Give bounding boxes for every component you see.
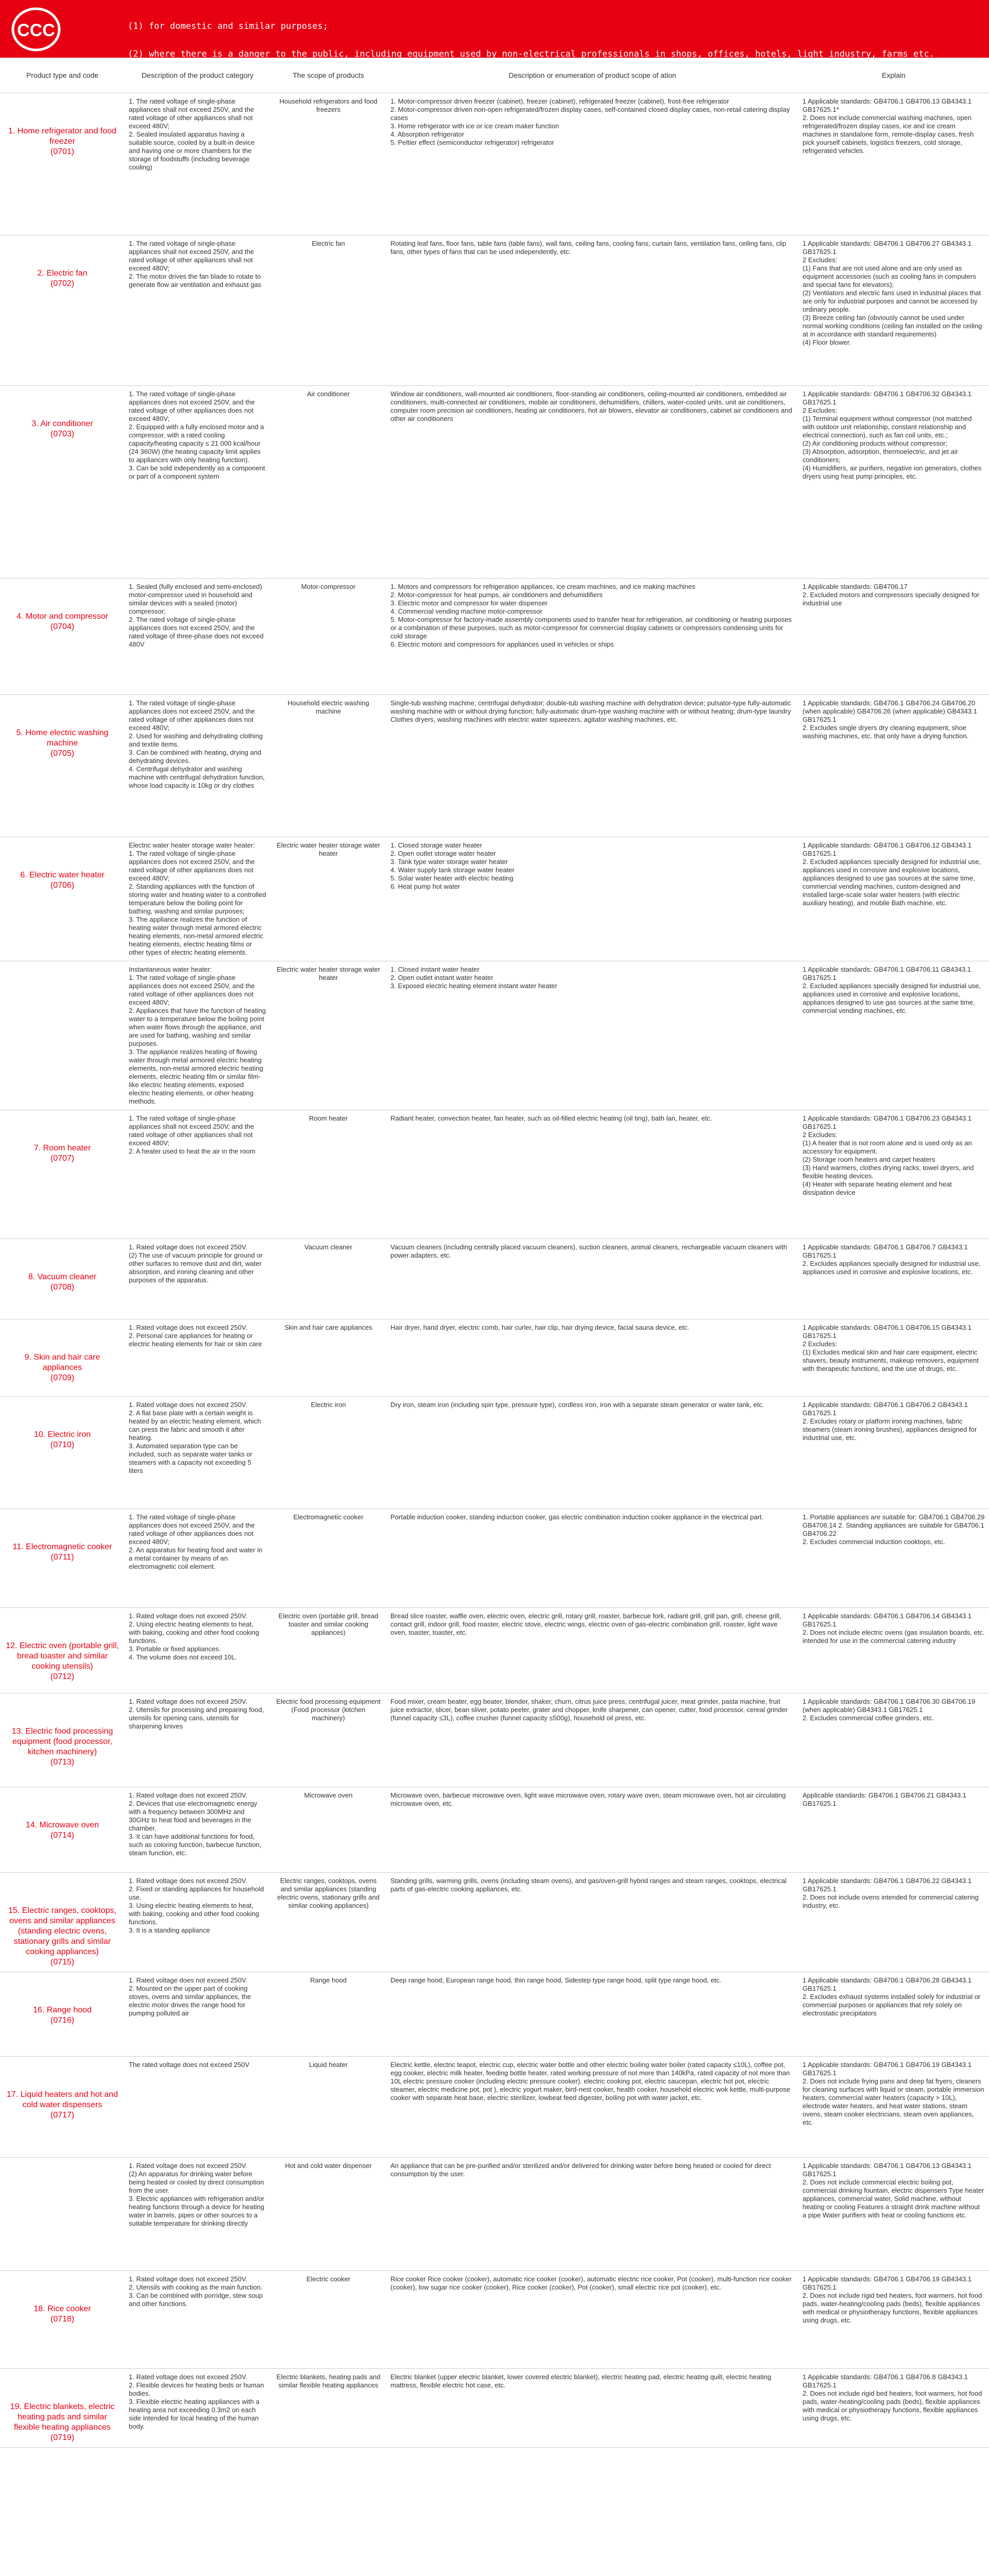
- explain-cell: 1 Applicable standards: GB4706.1 GB4706.23 GB4343.1 GB17625.1 2 Excludes: (1) A heater that is not room alone and is used only as an accessory for equipment. (2) Storage room heaters and carpet heaters (3) Hand warmers, clothes drying racks, towel dryers, and flexible heating devices. (4) Heater with separate heating element and heat dissipation device: [798, 1110, 989, 1239]
- product-type-cell: [0, 1787, 125, 1873]
- scope-cell: Electromagnetic cooker: [270, 1509, 386, 1608]
- explain-cell: 1 Applicable standards: GB4706.1 GB4706.7 GB4343.1 GB17625.1 2. Excludes appliances specially designed for industrial use, appliances used in corrosive and explosive locations, etc.: [798, 1239, 989, 1319]
- explain-cell: 1 Applicable standards: GB4706.1 GB4706.19 GB4343.1 GB17625.1 2. Does not include rigid bed heaters, foot warmers, hot food pads, water-heating/cooling pads (beds), flexible appliances with medical or physiotherapy functions, flexible appliances using drugs, etc.: [798, 2271, 989, 2369]
- scope-cell: Household electric washing machine: [270, 695, 386, 837]
- table-row: [0, 1873, 989, 1972]
- table-row: [0, 579, 989, 695]
- table-row: [0, 1509, 989, 1608]
- products-cell: Rice cooker Rice cooker (cooker), automatic rice cooker (cooker), automatic electric rice cooker, Pot (cooker), multi-function rice cooker (cooker), low sugar rice cooker (cooker), Rice cooker (cooker), Pot (cooker), small electric rice pot (cooker), etc.: [386, 2271, 798, 2369]
- header-product-type: Product type and code: [0, 58, 125, 93]
- explain-cell: 1 Applicable standards: GB4706.1 GB4706.13 GB4343.1 GB17625.1* 2. Does not include commercial washing machines, open refrigerated/frozen display cases, ice and ice cream machines in standalone form, remote-display cases, fresh pick yourself cabinets, logistics freezers, cold storage, refrigerated vehicles.: [798, 93, 989, 235]
- explain-cell: 1 Applicable standards: GB4706.1 GB4706.32 GB4343.1 GB17625.1 2 Excludes: (1) Terminal equipment without compressor (not matched with outdoor unit relationship, constant relationship and electrical connection), such as fan coil units, etc.; (2) Air conditioning products without compressor; (3) Absorption, adsorption, thermoelectric, and jet air conditioners; (4) Humidifiers, air purifiers, negative ion generators, clothes dryers using heat pump principles, etc.: [798, 386, 989, 579]
- scope-cell: Electric water heater storage water heater: [270, 961, 386, 1110]
- product-type-name: 1. Home refrigerator and food freezer: [8, 127, 116, 146]
- product-type-name: 18. Rice cooker: [33, 2304, 91, 2313]
- table-row: [0, 2158, 989, 2271]
- table-row: [0, 1693, 989, 1787]
- description-cell: 1. Rated voltage does not exceed 250V. 2. Flexible devices for heating beds or human bodies. 3. Flexible electric heating appliances with a heating area not exceeding 0.3m2 on each side intended for local heating of the human body.: [125, 2369, 270, 2448]
- scope-cell: Electric oven (portable grill, bread toaster and similar cooking appliances): [270, 1608, 386, 1693]
- scope-cell: Hot and cold water dispenser: [270, 2158, 386, 2271]
- scope-cell: Liquid heater: [270, 2057, 386, 2158]
- table-row: [0, 2369, 989, 2448]
- explain-cell: 1 Applicable standards: GB4706.1 GB4706.24 GB4706.20 (when applicable) GB4706.26 (when applicable) GB4343.1 GB17625.1 2. Excludes single dryers dry cleaning equipment, shoe washing machines, etc. that only have a drying function.: [798, 695, 989, 837]
- scope-cell: Electric ranges, cooktops, ovens and similar appliances (standing electric ovens, stationary grills and similar cooking appliances): [270, 1873, 386, 1972]
- explain-cell: 1 Applicable standards: GB4706.1 GB4706.13 GB4343.1 GB17625.1 2. Does not include commercial electric boiling pot, commercial drinking fountain, electric dispensers Type heater appliances, commercial water, Solid machine, without heating or cooling Features a straight drink machine without a pipe Water purifiers with heat or cooling functions etc.: [798, 2158, 989, 2271]
- scope-cell: Electric blankets, heating pads and similar flexible heating appliances: [270, 2369, 386, 2448]
- header-explain: Explain: [798, 58, 989, 93]
- products-cell: Rotating leaf fans, floor fans, table fans (table fans), wall fans, ceiling fans, cooling fans, curtain fans, ventilation fans, ceiling fans, clip fans, other types of fans that can be used independently, etc.: [386, 235, 798, 386]
- description-cell: 1. Rated voltage does not exceed 250V. 2. Utensils with cooking as the main function. 3. Can be combined with porridge, stew soup and other functions.: [125, 2271, 270, 2369]
- description-cell: 1. The rated voltage of single-phase appliances does not exceed 250V, and the rated voltage of other appliances does not exceed 480V; 2. An apparatus for heating food and water in a metal container by means of an electromagnetic coil element.: [125, 1509, 270, 1608]
- table-row: [0, 386, 989, 579]
- explain-cell: 1 Applicable standards: GB4706.1 GB4706.27 GB4343.1 GB17625.1 2 Excludes: (1) Fans that are not used alone and are only used as equipment accessories (such as cooling fans in computers and special fans for elevators); (2) Ventilators and electric fans used in industrial places that are only for industrial purposes and cannot be accessed by ordinary people. (3) Breeze ceiling fan (obviously cannot be used under normal working conditions (ceiling fan installed on the ceiling at in accordance with standard requirements) (4) Floor blower.: [798, 235, 989, 386]
- product-type-name: 19. Electric blankets, electric heating pads and similar flexible heating appliances: [10, 2402, 115, 2432]
- product-type-cell: [0, 1110, 125, 1239]
- product-type-name: 16. Range hood: [33, 2006, 92, 2014]
- products-cell: Radiant heater, convection heater, fan heater, such as oil-filled electric heating (oil ting), bath lan, heater, etc.: [386, 1110, 798, 1239]
- table-row: [0, 1110, 989, 1239]
- product-type-name: 13. Electric food processing equipment (food processor, kitchen machinery): [11, 1727, 113, 1756]
- table-row: [0, 1397, 989, 1509]
- description-cell: 1. Rated voltage does not exceed 250V. 2. Using electric heating elements to heat, with baking, cooking and other food cooking functions. 3. Portable or fixed appliances. 4. The volume does not exceed 10L.: [125, 1608, 270, 1693]
- table-row: [0, 1239, 989, 1319]
- product-type-name: 2. Electric fan: [37, 269, 88, 278]
- product-type-cell: [0, 1873, 125, 1972]
- product-type-code: (0710): [50, 1440, 75, 1449]
- product-type-code: (0717): [50, 2111, 75, 2120]
- product-type-code: (0704): [50, 622, 75, 631]
- scope-cell: Household refrigerators and food freezers: [270, 93, 386, 235]
- description-cell: 1. Rated voltage does not exceed 250V. (2) An apparatus for drinking water before being heated or cooled by direct consumption from the user. 3. Electric appliances with refrigeration and/or heating functions through a device for heating water in barrels, pipes or other sources to a suitable temperature for drinking directly: [125, 2158, 270, 2271]
- product-type-name: 15. Electric ranges, cooktops, ovens and similar appliances (standing electric ovens, stationary grills and similar cooking appliances): [8, 1906, 116, 1956]
- table-header-row: [0, 58, 989, 93]
- product-type-name: 3. Air conditioner: [31, 419, 93, 428]
- table-row: [0, 695, 989, 837]
- explain-cell: 1 Applicable standards: GB4706.1 GB4706.15 GB4343.1 GB17625.1 2 Excludes: (1) Excludes medical skin and hair care equipment, electric shavers, beauty instruments, makeup removers, equipment with therapeutic functions, and the use of drugs, etc.: [798, 1319, 989, 1397]
- description-cell: 1. Rated voltage does not exceed 250V. 2. Mounted on the upper part of cooking stoves, ovens and similar appliances, the electric motor drives the range hood for pumping polluted air: [125, 1972, 270, 2057]
- products-cell: Window air conditioners, wall-mounted air conditioners, floor-standing air conditioners, ceiling-mounted air conditioners, embedded air conditioners, multi-connected air conditioners, mobile air conditioners, dehumidifiers, chillers, water-cooled units, unit air conditioners, computer room precision air conditioners, heating air conditioners, hot air blowers, elevator air conditioners, cabinet air conditioners and other air conditioners: [386, 386, 798, 579]
- products-cell: Single-tub washing machine; centrifugal dehydrator; double-tub washing machine with dehydration device; pulsator-type fully-automatic washing machine with or without drying function; fully-automatic drum-type washing machine with or without heating; drum-type laundry Clothes dryers, washing machines with electric water squeezers, agitator washing machines, etc.: [386, 695, 798, 837]
- product-type-cell: [0, 2369, 125, 2448]
- products-cell: Portable induction cooker, standing induction cooker, gas electric combination induction cooker appliance in the electrical part.: [386, 1509, 798, 1608]
- description-cell: 1. Rated voltage does not exceed 250V. (2) The use of vacuum principle for ground or other surfaces to remove dust and dirt, water absorption, and ironing cleaning and other purposes of the apparatus.: [125, 1239, 270, 1319]
- product-catalogue-table: [0, 58, 989, 2448]
- product-type-code: (0705): [50, 749, 75, 758]
- description-cell: 1. The rated voltage of single-phase appliances shall not exceed 250V, and the rated voltage of other appliances shall not exceed 480V; 2. Sealed insulated apparatus having a suitable source, cooled by a built-in device and having one or more chambers for the storage of foodstuffs (including beverage cooling): [125, 93, 270, 235]
- table-row: [0, 1787, 989, 1873]
- product-type-cell: [0, 2158, 125, 2271]
- product-type-cell: [0, 93, 125, 235]
- table-row: [0, 1972, 989, 2057]
- scope-cell: Range hood: [270, 1972, 386, 2057]
- product-type-code: (0711): [50, 1553, 74, 1562]
- product-type-cell: [0, 1972, 125, 2057]
- description-cell: 1. Rated voltage does not exceed 250V. 2. Personal care appliances for heating or electric heating elements for hair or skin care: [125, 1319, 270, 1397]
- product-type-cell: [0, 961, 125, 1110]
- scope-cell: Electric iron: [270, 1397, 386, 1509]
- product-type-cell: [0, 1693, 125, 1787]
- products-cell: Standing grills, warming grills, ovens (including steam ovens), and gas/oven-grill hybrid ranges and steam ranges, cooktops, electrical parts of gas-electric cooking appliances, etc.: [386, 1873, 798, 1972]
- header-description: Description of the product category: [125, 58, 270, 93]
- explain-cell: 1 Applicable standards: GB4706.1 GB4706.8 GB4343.1 GB17625.1 2. Does not include rigid bed heaters, foot warmers, hot food pads, water-heating/cooling pads (beds), flexible appliances with medical or physiotherapy functions, flexible appliances using drugs, etc.: [798, 2369, 989, 2448]
- products-cell: An appliance that can be pre-purified and/or sterilized and/or delivered for drinking water before being heated or cooled for direct consumption by the user.: [386, 2158, 798, 2271]
- products-cell: Hair dryer, hand dryer, electric comb, hair curler, hair clip, hair drying device, facial sauna device, etc.: [386, 1319, 798, 1397]
- scope-cell: Electric water heater storage water heater: [270, 837, 386, 961]
- description-cell: 1. The rated voltage of single-phase appliances shall not exceed 250V, and the rated voltage of other appliances shall not exceed 480V; 2. The motor drives the fan blade to rotate to generate flow air ventilation and exhaust gas: [125, 235, 270, 386]
- product-type-cell: [0, 1319, 125, 1397]
- table-row: [0, 1319, 989, 1397]
- table-row: [0, 1608, 989, 1693]
- products-cell: 1. Motors and compressors for refrigeration appliances, ice cream machines, and ice making machines 2. Motor-compressor for heat pumps, air conditioners and dehumidifiers 3. Electric motor and compressor for water dispenser 4. Commercial vending machine motor-compressor 5. Motor-compressor for factory-made assembly components used to transfer heat for refrigeration, air conditioning or heating purposes or a combination of these purposes, such as motor-compressor for commercial display cabinets or compressors condensing units for cold storage 6. Electric motors and compressors for appliances used in vehicles or ships: [386, 579, 798, 695]
- table-row: [0, 2271, 989, 2369]
- products-cell: 1. Closed storage water heater 2. Open outlet storage water heater 3. Tank type water storage water heater 4. Water supply tank storage water heater 5. Solar water heater with electric heating 6. Heat pump hot water: [386, 837, 798, 961]
- table-row: [0, 2057, 989, 2158]
- product-type-code: (0713): [50, 1758, 75, 1767]
- product-type-code: (0715): [50, 1958, 75, 1967]
- product-type-name: 6. Electric water heater: [20, 871, 105, 879]
- explain-cell: 1 Applicable standards: GB4706.1 GB4706.14 GB4343.1 GB17625.1 2. Does not include electric ovens (gas insulation boards, etc. intended for use in the commercial catering industry: [798, 1608, 989, 1693]
- product-type-name: 9. Skin and hair care appliances: [24, 1353, 100, 1372]
- table-row: [0, 235, 989, 386]
- products-cell: Electric kettle, electric teapot, electric cup, electric water bottle and other electric boiling water boiler (rated capacity ≤10L), coffee pot, egg cooker, electric milk heater, feeding bottle heater, rated working pressure of not more than 140kPa, rated capacity of not more than 10L electric pressure cooker (including electric pressure cooker), electric cooking pot, electric saucepan, electric hot pot, electric steamer, electric medicine pot, pot ), electric yogurt maker, bird-nest cooker, health cooker, household electric wok kettle, multi-purpose cooker with separate heat base, electric sterilizer, lowbeat feed digester, boiling pot with water jacket, etc.: [386, 2057, 798, 2158]
- explain-cell: 1 Applicable standards: GB4706.1 GB4706.2 GB4343.1 GB17625.1 2. Excludes rotary or platform ironing machines, fabric steamers (steam ironing brushes), appliances designed for industrial use, etc.: [798, 1397, 989, 1509]
- product-type-name: 8. Vacuum cleaner: [28, 1273, 97, 1281]
- products-cell: 1. Motor-compressor driven freezer (cabinet), freezer (cabinet), refrigerated freezer (cabinet), frost-free refrigerator 2. Motor-compressor driven non-open refrigerated/frozen display cases, self-contained closed display cases, non-retail catering display cases 3. Home refrigerator with ice or ice cream maker function 4. Absorption refrigerator 5. Peltier effect (semiconductor refrigerator) refrigerator: [386, 93, 798, 235]
- products-cell: Vacuum cleaners (including centrally placed vacuum cleaners), suction cleaners, animal cleaners, rechargeable vacuum cleaners with power adapters, etc.: [386, 1239, 798, 1319]
- explain-cell: 1 Applicable standards: GB4706.1 GB4706.11 GB4343.1 GB17625.1 2. Excluded appliances specially designed for industrial use, appliances used in corrosive and explosive locations, appliances designed to use gas sources at the same time, commercial vending machines, etc.: [798, 961, 989, 1110]
- scope-cell: Electric food processing equipment (Food processor (kitchen machinery): [270, 1693, 386, 1787]
- explain-cell: 1 Applicable standards: GB4706.17 2. Excluded motors and compressors specially designed for industrial use: [798, 579, 989, 695]
- product-type-cell: [0, 837, 125, 961]
- products-cell: Dry iron, steam iron (including spin type, pressure type), cordless iron, iron with a separate steam generator or water tank, etc.: [386, 1397, 798, 1509]
- description-cell: 1. The rated voltage of single-phase appliances does not exceed 250V, and the rated voltage of other appliances does not exceed 480V; 2. Used for washing and dehydrating clothing and textile items. 3. Can be combined with heating, drying and dehydrating devices. 4. Centrifugal dehydrator and washing machine with centrifugal dehydration function, whose load capacity is 10kg or dry clothes: [125, 695, 270, 837]
- description-cell: 1. The rated voltage of single-phase appliances does not exceed 250V, and the rated voltage of other appliances does not exceed 480V; 2. Equipped with a fully enclosed motor and a compressor, with a rated cooling capacity/heating capacity ≤ 21 000 kcal/hour (24 360W) (the heating capacity limit applies to appliances with only heating function). 3. Can be sold independently as a component or part of a component system: [125, 386, 270, 579]
- explain-cell: 1 Applicable standards: GB4706.1 GB4706.19 GB4343.1 GB17625.1 2. Does not include frying pans and deep fat fryers, cleaners for cleaning surfaces with liquid or steam, portable immersion heaters, commercial water heaters (capacity > 10L), electrode water heaters, and heat water stations, steam ovens, steam cooker electricians, steam oven appliances, etc.: [798, 2057, 989, 2158]
- ccc-logo-icon: [11, 7, 61, 52]
- scope-cell: Skin and hair care appliances: [270, 1319, 386, 1397]
- product-type-code: (0701): [50, 147, 75, 156]
- product-type-code: (0706): [50, 881, 75, 890]
- product-type-cell: [0, 1509, 125, 1608]
- product-type-cell: [0, 2271, 125, 2369]
- product-type-cell: [0, 1608, 125, 1693]
- product-type-code: (0719): [50, 2433, 75, 2442]
- products-cell: Bread slice roaster, waffle oven, electric oven, electric grill, rotary grill, roaster, barbecue fork, radiant grill, grill pan, grill, cheese grill, contact grill, indoor grill, food roaster, electric stove, electric wings, electric oven of gas-electric combination grill, roaster, light wave oven, toaster, toaster, etc.: [386, 1608, 798, 1693]
- product-type-name: 4. Motor and compressor: [16, 612, 108, 621]
- product-type-code: (0708): [50, 1283, 75, 1292]
- scope-cell: Microwave oven: [270, 1787, 386, 1873]
- products-cell: 1. Closed instant water heater 2. Open outlet instant water heater 3. Exposed electric heating element instant water heater: [386, 961, 798, 1110]
- table-row: [0, 961, 989, 1110]
- products-cell: Deep range hood, European range hood, thin range hood, Sidestep type range hood, split type range hood, etc.: [386, 1972, 798, 2057]
- product-type-code: (0703): [50, 430, 75, 438]
- explain-cell: Applicable standards: GB4706.1 GB4706.21 GB4343.1 GB17625.1: [798, 1787, 989, 1873]
- description-cell: The rated voltage does not exceed 250V: [125, 2057, 270, 2158]
- description-cell: 1. Sealed (fully enclosed and semi-enclosed) motor-compressor used in household and similar devices with a sealed (motor) compressor; 2. The rated voltage of single-phase appliances does not exceed 250V, and the rated voltage of three-phase does not exceed 480V: [125, 579, 270, 695]
- product-type-code: (0716): [50, 2016, 75, 2025]
- table-row: [0, 837, 989, 961]
- header-product-range: Description or enumeration of product scope of ation: [386, 58, 798, 93]
- product-type-code: (0712): [50, 1672, 75, 1681]
- products-cell: Microwave oven, barbecue microwave oven, light wave microwave oven, rotary wave oven, steam microwave oven, hot air circulating microwave oven, etc.: [386, 1787, 798, 1873]
- product-type-code: (0707): [50, 1154, 75, 1163]
- header-scope: The scope of products: [270, 58, 386, 93]
- product-type-cell: [0, 1397, 125, 1509]
- scope-cell: Electric cooker: [270, 2271, 386, 2369]
- description-cell: Electric water heater storage water heater: 1. The rated voltage of single-phase appliances does not exceed 250V, and the rated voltage of other appliances does not exceed 480V; 2. Standing appliances with the function of storing water and heating water to a controlled temperature below the boiling point for bathing, washing and similar purposes; 3. The appliance realizes the function of heating water through metal armored electric heating elements, non-metal armored electric heating elements, electric heating films or other types of electric heating elements.: [125, 837, 270, 961]
- banner-line: (1) for domestic and similar purposes;: [128, 21, 328, 31]
- product-type-name: 12. Electric oven (portable grill, bread toaster and similar cooking utensils): [6, 1641, 119, 1671]
- description-cell: Instantaneous water heater: 1. The rated voltage of single-phase appliances does not exceed 250V, and the rated voltage of other appliances does not exceed 480V; 2. Appliances that have the function of heating water to a temperature below the boiling point when water flows through the appliance, and are used for bathing, washing and similar purposes. 3. The appliance realizes heating of flowing water through metal armored electric heating elements, non-metal armored electric heating elements, electric heating film or similar film-like electric heating elements, exposed electric heating elements, or other heating methods.: [125, 961, 270, 1110]
- explain-cell: 1 Applicable standards: GB4706.1 GB4706.28 GB4343.1 GB17625.1 2. Excludes exhaust systems installed solely for industrial or commercial purposes or appliances that rely solely on electrostatic precipitators: [798, 1972, 989, 2057]
- scope-cell: Room heater: [270, 1110, 386, 1239]
- product-type-cell: [0, 695, 125, 837]
- products-cell: Electric blanket (upper electric blanket, lower covered electric blanket), electric heating pad, electric heating quilt, electric heating mattress, flexible electric hot case, etc.: [386, 2369, 798, 2448]
- explain-cell: 1 Applicable standards: GB4706.1 GB4706.30 GB4706.19 (when applicable) GB4343.1 GB17625.1 2. Excludes commercial coffee grinders, etc.: [798, 1693, 989, 1787]
- product-type-cell: [0, 1239, 125, 1319]
- table-row: [0, 93, 989, 235]
- explain-cell: 1 Applicable standards: GB4706.1 GB4706.12 GB4343.1 GB17625.1 2. Excluded appliances specially designed for industrial use, appliances used in corrosive and explosive locations, appliances designed to use gas sources at the same time, commercial vending machines, custom-designed and installed large-scale solar water heaters (with electric auxiliary heating), and mobile Bath machine, etc.: [798, 837, 989, 961]
- description-cell: 1. Rated voltage does not exceed 250V. 2. Devices that use electromagnetic energy with a frequency between 300MHz and 30GHz to heat food and beverages in the chamber. 3. It can have additional functions for food, such as coloring function, barbecue function, steam function, etc.: [125, 1787, 270, 1873]
- product-type-code: (0718): [50, 2315, 75, 2324]
- description-cell: 1. The rated voltage of single-phase appliances shall not exceed 250V, and the rated voltage of other appliances shall not exceed 480V; 2. A heater used to heat the air in the room: [125, 1110, 270, 1239]
- product-type-cell: [0, 386, 125, 579]
- product-type-cell: [0, 579, 125, 695]
- products-cell: Food mixer, cream beater, egg beater, blender, shaker, churn, citrus juice press, centrifugal juicer, meat grinder, pasta machine, fruit juice extractor, slicer, bean sliver, potato peeler, grater and chopper, knife sharpener, can opener, cutter, food processor, cereal grinder (funnel capacity ≤3L), coffee crusher (funnel capacity ≤500g), household oil press, etc.: [386, 1693, 798, 1787]
- scope-cell: Motor-compressor: [270, 579, 386, 695]
- product-type-cell: [0, 2057, 125, 2158]
- banner-line: (2) where there is a danger to the public, including equipment used by non-electrical professionals in shops, offices, hotels, light industry, farms etc.: [128, 49, 934, 59]
- description-cell: 1. Rated voltage does not exceed 250V. 2. Utensils for processing and preparing food, utensils for opening cans, utensils for sharpening knives: [125, 1693, 270, 1787]
- product-type-name: 7. Room heater: [33, 1144, 91, 1153]
- product-type-name: 11. Electromagnetic cooker: [12, 1543, 112, 1551]
- scope-cell: Vacuum cleaner: [270, 1239, 386, 1319]
- description-cell: 1. Rated voltage does not exceed 250V. 2. A flat base plate with a certain weight is heated by an electric heating element, which can press the fabric and smooth it after heating. 3. Automated separation type can be included, such as separate water tanks or steamers with a capacity not exceeding 5 liters: [125, 1397, 270, 1509]
- scope-cell: Air conditioner: [270, 386, 386, 579]
- banner-line: 2. In addition to the motor-compressor, if the appliance is powered by the municipal network, the rated voltage of the single-phase appliance must include 220V and the rated frequency must include 50Hz, and the rated voltage of the three-phase appliance must include 380V and the rated frequency: [128, 77, 971, 96]
- svg-text:CCC: CCC: [17, 21, 55, 40]
- product-type-code: (0709): [50, 1374, 75, 1382]
- product-type-name: 14. Microwave oven: [25, 1821, 99, 1829]
- product-type-code: (0714): [50, 1831, 75, 1840]
- product-type-name: 5. Home electric washing machine: [16, 728, 109, 748]
- product-type-name: 17. Liquid heaters and hot and cold water dispensers: [6, 2090, 118, 2109]
- product-type-cell: [0, 235, 125, 386]
- description-cell: 1. Rated voltage does not exceed 250V. 2. Fixed or standing appliances for household use. 3. Using electric heating elements to heat, with baking, cooking and other food cooking functions. 3. It is a standing appliance: [125, 1873, 270, 1972]
- product-type-name: 10. Electric iron: [33, 1430, 91, 1439]
- scope-cell: Electric fan: [270, 235, 386, 386]
- explain-cell: 1. Portable appliances are suitable for: GB4706.1 GB4706.29 GB4706.14 2. Standing appliances are suitable for GB4706.1 GB4706.22 2. Excludes commercial induction cooktops, etc.: [798, 1509, 989, 1608]
- explain-cell: 1 Applicable standards: GB4706.1 GB4706.22 GB4343.1 GB17625.1 2. Does not include ovens intended for commercial catering industry, etc.: [798, 1873, 989, 1972]
- product-type-code: (0702): [50, 279, 75, 288]
